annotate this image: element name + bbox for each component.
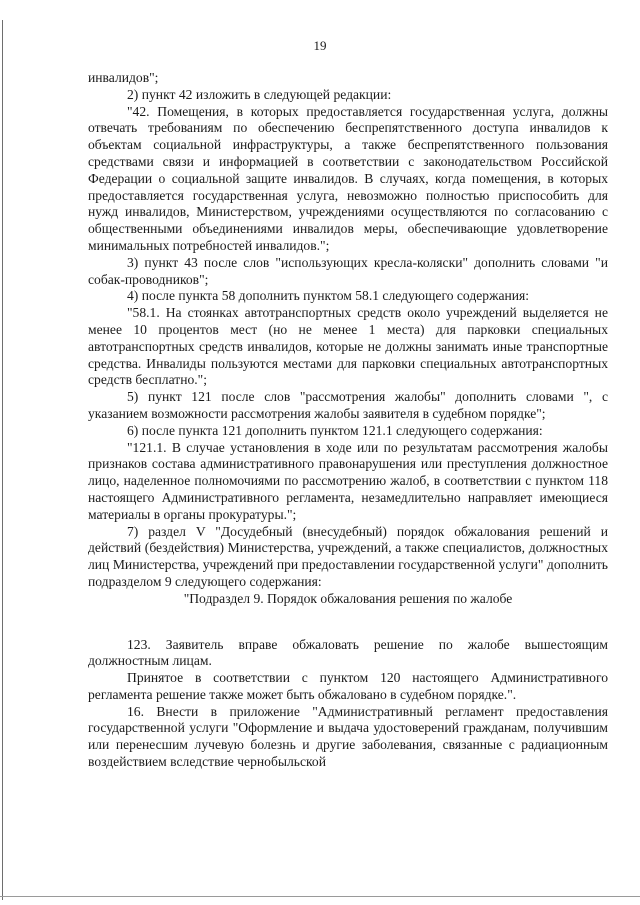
paragraph: 2) пункт 42 изложить в следующей редакции: [127, 86, 392, 102]
scan-left-edge [2, 20, 3, 900]
paragraph: 6) после пункта 121 дополнить пунктом 121.1 следующего содержания: [127, 422, 543, 438]
paragraph: "121.1. В случае установления в ходе или по результатам рассмотрения жалобы признаков состава административного правонарушения или преступления должностное лицо, наделенное полномочиями по рассмотрению жалоб, в соответствии с пунктом 118 настоящего Административного регламента, незамедлительно направляет имеющиеся материалы в органы прокуратуры."; [88, 439, 608, 522]
paragraph: Принятое в соответствии с пунктом 120 настоящего Административного регламента решение также может быть обжаловано в судебном порядке.". [88, 670, 608, 702]
page-number: 19 [313, 38, 327, 53]
paragraph: 123. Заявитель вправе обжаловать решение по жалобе вышестоящим должностным лицам. [88, 636, 608, 669]
paragraph: инвалидов"; [88, 70, 159, 85]
paragraph: 7) раздел V "Досудебный (внесудебный) порядок обжалования решений и действий (бездействия) Министерства, учреждений, а также специалистов, должностных лиц Министерства, учреждений при предоставлении государственной услуги" дополнить подразделом 9 следующего содержания: [88, 523, 608, 589]
document-body [88, 70, 608, 771]
paragraph: 4) после пункта 58 дополнить пунктом 58.1 следующего содержания: [127, 288, 530, 304]
paragraph: "42. Помещения, в которых предоставляется государственная услуга, должны отвечать требованиям по обеспечению беспрепятственного доступа инвалидов к объектам социальной инфраструктуры, а также беспрепятственного пользования средствами связи и информацией в соответствии с законодательством Российской Федерации о социальной защите инвалидов. В случаях, когда помещения, в которых предоставляется государственная услуга, невозможно полностью приспособить для нужд инвалидов, Министерством, учреждениями осуществляются по согласованию с общественными объединениями инвалидов меры, обеспечивающие удовлетворение минимальных потребностей инвалидов."; [88, 103, 608, 253]
paragraph: "58.1. На стоянках автотранспортных средств около учреждений выделяется не менее 10 процентов мест (но не менее 1 места) для парковки специальных автотранспортных средств инвалидов, которые не должны занимать иные транспортные средства. Инвалиды пользуются местами для парковки специальных автотранспортных средств бесплатно."; [88, 305, 608, 388]
scan-bottom-edge [0, 896, 640, 897]
paragraph: 5) пункт 121 после слов "рассмотрения жалобы" дополнить словами ", с указанием возможности рассмотрения жалобы заявителя в судебном порядке"; [88, 389, 608, 421]
blank-space [88, 608, 608, 637]
paragraph: 3) пункт 43 после слов "использующих кресла-коляски" дополнить словами "и собак-проводников"; [88, 254, 608, 287]
paragraph: 16. Внести в приложение "Административный регламент предоставления государственной услуги "Оформление и выдача удостоверений гражданам, получившим или перенесшим лучевую болезнь и другие заболевания, связанные с радиационным воздействием вследствие чернобыльской [88, 703, 608, 770]
subsection-heading: "Подраздел 9. Порядок обжалования решения по жалобе [183, 590, 513, 606]
